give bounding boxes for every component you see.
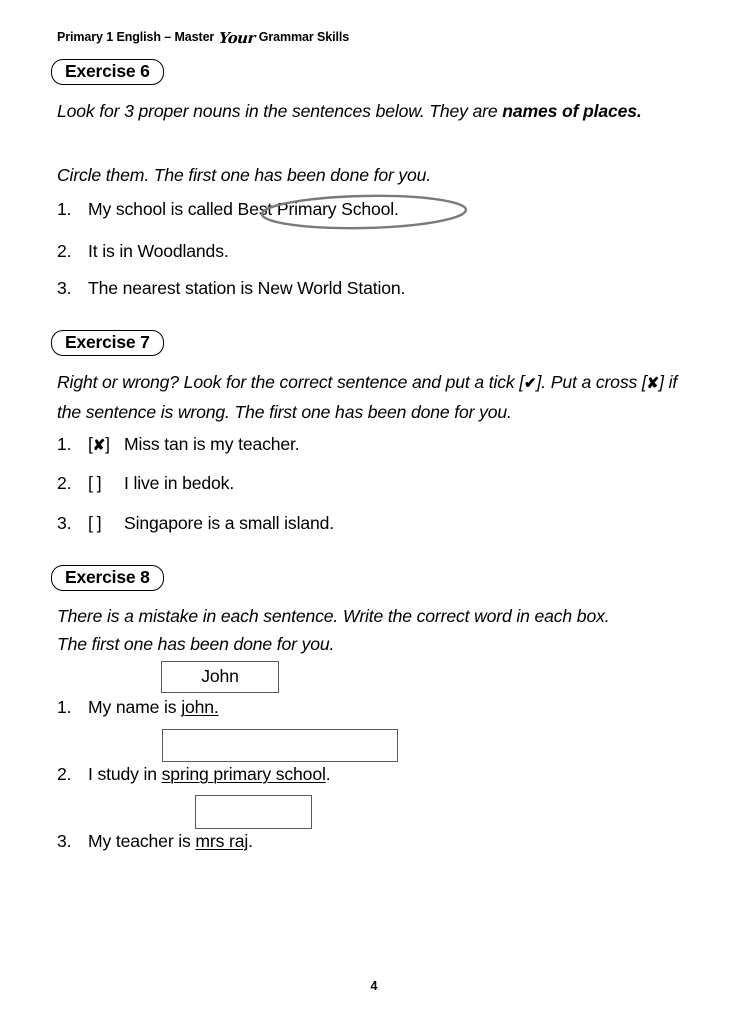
tick-icon: ✔ — [523, 375, 537, 392]
question-number: 3. — [57, 831, 72, 851]
exercise-7-instruction-lead: Right or wrong? Look for the correct sentence and put a tick [ — [57, 372, 524, 392]
exercise-7-instruction-tail: ] if the sentence is wrong. The first one has been done for you. — [57, 372, 678, 422]
question-number: 1. — [57, 697, 72, 717]
page-number: 4 — [370, 979, 378, 993]
question-text-prefix: I study in — [88, 764, 162, 784]
answer-box-1-value: John — [201, 666, 239, 687]
exercise-8-instruction-line-2-text: The first one has been done for you. — [57, 634, 335, 654]
exercise-badge-8 — [51, 565, 164, 591]
exercise-badge-6-label: Exercise 6 — [65, 60, 150, 81]
running-header-text-before: Primary 1 English – Master — [57, 30, 215, 44]
exercise-badge-7-label: Exercise 7 — [65, 331, 150, 352]
exercise-7-question-1 — [57, 436, 299, 454]
exercise-6-instruction-bold: names of places — [502, 101, 637, 121]
exercise-badge-6 — [51, 59, 164, 85]
question-number: 2. — [57, 764, 72, 784]
answer-box-3[interactable] — [195, 795, 312, 829]
question-number: 1. — [57, 199, 72, 219]
question-text: My school is called Best Primary School. — [88, 199, 399, 219]
exercise-7-instructions — [57, 368, 681, 426]
exercise-8-instruction-line-2 — [57, 630, 334, 658]
question-number: 3. — [57, 513, 72, 533]
question-text-underlined: spring primary school — [161, 764, 326, 784]
bracket-close: ] — [105, 434, 110, 454]
answer-bracket[interactable] — [88, 436, 124, 454]
exercise-badge-7 — [51, 330, 164, 356]
answer-bracket[interactable] — [88, 515, 124, 533]
question-text: I live in bedok. — [124, 473, 235, 493]
question-text-underlined: john. — [181, 697, 219, 717]
bracket-open: [ — [88, 434, 93, 454]
question-number: 3. — [57, 278, 72, 298]
answer-box-2[interactable] — [162, 729, 398, 762]
question-number: 2. — [57, 241, 72, 261]
question-text: It is in Woodlands. — [88, 241, 229, 261]
cross-icon: ✘ — [92, 437, 106, 454]
question-number: 1. — [57, 434, 72, 454]
bracket-open: [ — [88, 513, 93, 533]
exercise-8-question-3 — [57, 833, 253, 851]
answer-box-1[interactable] — [161, 661, 279, 693]
question-text: Singapore is a small island. — [124, 513, 334, 533]
exercise-6-instruction-line-2-text: Circle them. The first one has been done for you. — [57, 165, 432, 185]
bracket-open: [ — [88, 473, 93, 493]
exercise-6-instruction-line-1-lead: Look for 3 proper nouns in the sentences below. They are — [57, 101, 503, 121]
exercise-6-question-1 — [57, 201, 399, 219]
running-header-text-after: Grammar Skills — [258, 30, 350, 44]
bracket-close: ] — [96, 473, 102, 493]
exercise-6-instruction-line-2 — [57, 161, 431, 189]
question-text: The nearest station is New World Station. — [88, 278, 406, 298]
exercise-7-question-2 — [57, 475, 234, 493]
bracket-close: ] — [96, 513, 102, 533]
question-number: 2. — [57, 473, 72, 493]
question-text-prefix: My teacher is — [88, 831, 196, 851]
answer-bracket[interactable] — [88, 475, 124, 493]
exercise-8-instruction-line-1 — [57, 602, 697, 630]
question-text-suffix: . — [248, 831, 253, 851]
question-text-suffix: . — [325, 764, 331, 784]
exercise-6-instructions — [57, 97, 657, 125]
exercise-7-instruction-mid: ]. Put a cross [ — [536, 372, 647, 392]
question-text-underlined: mrs raj — [195, 831, 249, 851]
exercise-8-question-2 — [57, 766, 330, 784]
exercise-8-question-1 — [57, 699, 219, 717]
exercise-8-instruction-line-1-text: There is a mistake in each sentence. Write the correct word in each box. — [57, 606, 610, 626]
question-text-prefix: My name is — [88, 697, 182, 717]
question-text: Miss tan is my teacher. — [124, 434, 300, 454]
exercise-6-instruction-bold-tail: . — [636, 101, 642, 121]
exercise-6-question-3 — [57, 280, 405, 298]
running-header-script-word: Your — [217, 28, 256, 47]
cross-icon: ✘ — [646, 375, 660, 392]
exercise-7-question-3 — [57, 515, 334, 533]
exercise-badge-8-label: Exercise 8 — [65, 566, 150, 587]
exercise-6-question-2 — [57, 243, 229, 261]
running-header — [57, 28, 350, 47]
